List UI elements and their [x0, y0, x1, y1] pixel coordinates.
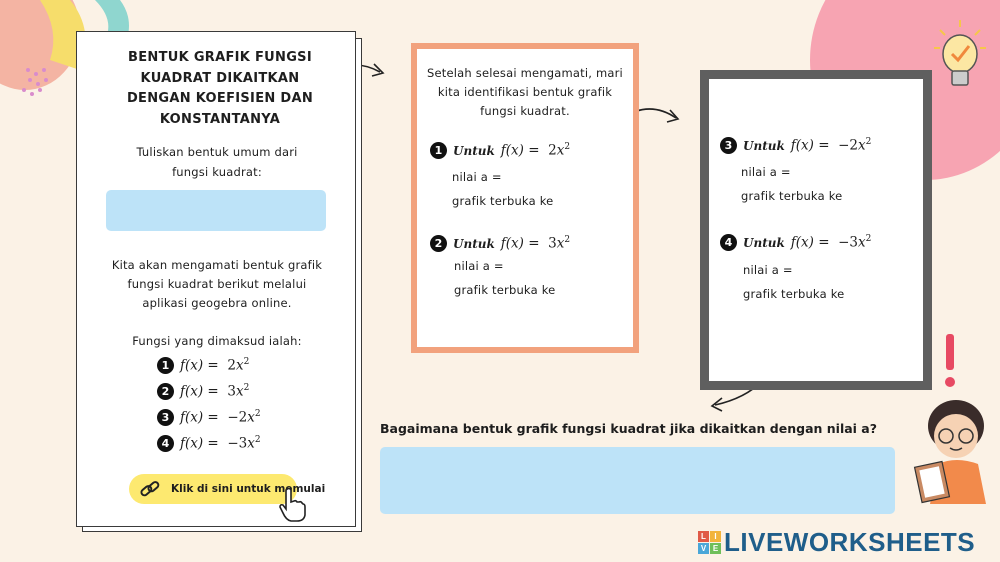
logo-text: LIVEWORKSHEETS [724, 527, 976, 557]
number-badge: 1 [157, 357, 174, 374]
middle-card [411, 43, 639, 353]
mid-intro-line1: Setelah selesai mengamati, mari [427, 66, 623, 80]
mid-intro-line2: kita identifikasi bentuk grafik [437, 85, 613, 99]
start-link-button[interactable]: Klik di sini untuk memulai [129, 474, 297, 504]
lightbulb-icon [930, 18, 990, 98]
mid-item-1-nilai-label: nilai a = [452, 170, 502, 184]
link-icon [139, 479, 161, 499]
number-badge: 2 [430, 235, 447, 252]
number-badge: 3 [720, 137, 737, 154]
function-item-4: 4 $f(x) = -3x^2$ [157, 435, 261, 452]
mid-intro-line3: fungsi kuadrat. [480, 104, 570, 118]
right-item-4-nilai-label: nilai a = [743, 263, 793, 277]
number-badge: 1 [430, 142, 447, 159]
pointer-hand-icon [277, 487, 307, 523]
conclusion-question: Bagaimana bentuk grafik fungsi kuadrat jika dikaitkan dengan nilai a? [380, 421, 877, 436]
number-badge: 4 [157, 435, 174, 452]
function-item-2: 2 $f(x) = 3x^2$ [157, 383, 249, 400]
intro-line2: fungsi kuadrat berikut melalui [127, 277, 307, 291]
logo-mark-icon: L I V E [698, 531, 721, 554]
mid-item-1-formula: 1 Untuk $f(x) = 2x^2$ [430, 142, 570, 159]
general-form-prompt-line2: fungsi kuadrat: [172, 165, 262, 179]
number-badge: 3 [157, 409, 174, 426]
mid-item-2-formula: 2 Untuk $f(x) = 3x^2$ [430, 235, 570, 252]
exclamation-icon [940, 332, 962, 392]
right-item-3-nilai-label: nilai a = [741, 165, 791, 179]
right-item-3-grafik-label: grafik terbuka ke [741, 189, 843, 203]
functions-heading: Fungsi yang dimaksud ialah: [132, 334, 302, 348]
general-form-answer-input[interactable] [106, 190, 326, 231]
conclusion-answer-input[interactable] [380, 447, 895, 514]
right-item-4-formula: 4 Untuk $f(x) = -3x^2$ [720, 234, 871, 251]
mid-item-2-grafik-label: grafik terbuka ke [454, 283, 556, 297]
student-illustration [908, 392, 1000, 504]
number-badge: 2 [157, 383, 174, 400]
right-card [700, 70, 932, 390]
page-title: BENTUK GRAFIK FUNGSI KUADRAT DIKAITKAN DENGAN KOEFISIEN DAN KONSTANTANYA [126, 50, 314, 127]
function-item-1: 1 $f(x) = 2x^2$ [157, 357, 249, 374]
right-item-4-grafik-label: grafik terbuka ke [743, 287, 845, 301]
mid-item-2-nilai-label: nilai a = [454, 259, 504, 273]
function-item-3: 3 $f(x) = -2x^2$ [157, 409, 261, 426]
mid-item-1-grafik-label: grafik terbuka ke [452, 194, 554, 208]
liveworksheets-logo [698, 527, 975, 558]
number-badge: 4 [720, 234, 737, 251]
left-card [76, 31, 356, 527]
intro-line1: Kita akan mengamati bentuk grafik [111, 258, 323, 272]
right-item-3-formula: 3 Untuk $f(x) = -2x^2$ [720, 137, 871, 154]
intro-line3: aplikasi geogebra online. [142, 296, 292, 310]
general-form-prompt-line1: Tuliskan bentuk umum dari [136, 145, 298, 159]
